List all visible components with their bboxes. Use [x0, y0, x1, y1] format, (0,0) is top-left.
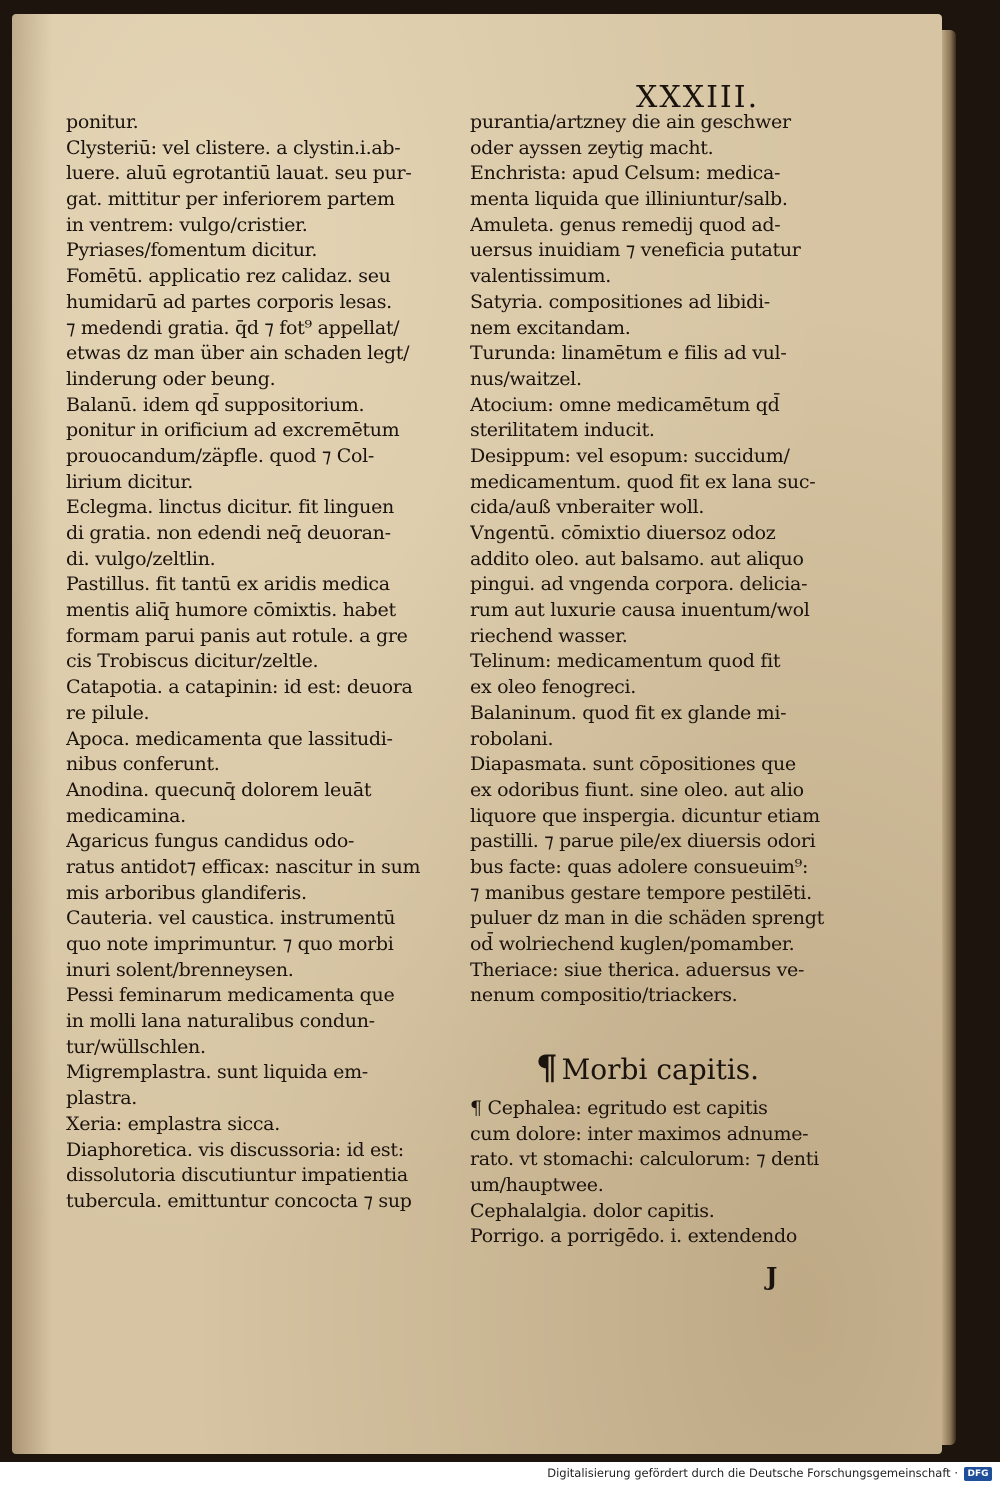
- text-line: nus/waitzel.: [470, 367, 582, 390]
- text-line: menta liquida que illiniuntur/salb.: [470, 188, 788, 211]
- section-heading: [536, 1048, 856, 1088]
- text-line: gat. mittitur per inferiorem partem: [66, 188, 395, 211]
- text-line: Balanū. idem qd̄ suppositorium.: [66, 393, 365, 416]
- text-line: Porrigo. a porrigēdo. i. extendendo: [470, 1225, 797, 1248]
- text-line: purantia/artzney die ain geschwer: [470, 111, 791, 133]
- text-line: nem excitandam.: [470, 316, 631, 339]
- text-line: Diaphoretica. vis discussoria: id est:: [66, 1138, 404, 1161]
- footer-credit: Digitalisierung gefördert durch die Deutsche Forschungsgemeinschaft ·: [547, 1466, 958, 1480]
- text-line: ⁊ manibus gestare tempore pestilēti.: [470, 881, 812, 904]
- text-line: mentis aliq̄ humore cōmixtis. habet: [66, 599, 396, 622]
- page-edge: [942, 30, 956, 1445]
- left-column: [66, 110, 462, 1215]
- text-line: ex odoribus fiunt. sine oleo. aut alio: [470, 778, 804, 801]
- text-line: pingui. ad vngenda corpora. delicia-: [470, 573, 808, 596]
- text-line: cum dolore: inter maximos adnume-: [470, 1122, 809, 1145]
- text-line: Migremplastra. sunt liquida em-: [66, 1061, 368, 1084]
- text-line: ponitur.: [66, 111, 139, 133]
- text-line: Clysteriū: vel clistere. a clystin.i.ab-: [66, 136, 401, 159]
- text-line: in molli lana naturalibus condun-: [66, 1010, 375, 1033]
- text-line: liquore que inspergia. dicuntur etiam: [470, 804, 820, 827]
- text-line: riechend wasser.: [470, 624, 628, 647]
- right-column: [470, 110, 860, 1009]
- text-line: um/hauptwee.: [470, 1174, 604, 1197]
- dfg-logo[interactable]: DFG: [964, 1467, 992, 1481]
- text-line: re pilule.: [66, 701, 150, 724]
- text-line: Theriace: siue therica. aduersus ve-: [470, 958, 805, 981]
- text-line: Pastillus. fit tantū ex aridis medica: [66, 573, 390, 596]
- text-line: dissolutoria discutiuntur impatientia: [66, 1164, 408, 1187]
- text-line: Amuleta. genus remedij quod ad-: [470, 213, 781, 236]
- text-line: in ventrem: vulgo/cristier.: [66, 213, 308, 236]
- text-line: Anodina. quecunq̄ dolorem leuāt: [66, 778, 372, 801]
- text-line: Xeria: emplastra sicca.: [66, 1112, 280, 1135]
- text-line: mis arboribus glandiferis.: [66, 881, 307, 904]
- text-line: medicamentum. quod fit ex lana suc-: [470, 470, 816, 493]
- text-line: Pyriases/fomentum dicitur.: [66, 239, 318, 262]
- text-line: linderung oder beung.: [66, 367, 276, 390]
- text-line: di gratia. non edendi neq̄ deuoran-: [66, 522, 391, 544]
- signature-mark: J: [766, 1262, 778, 1291]
- text-line: sterilitatem inducit.: [470, 419, 655, 442]
- text-line: lirium dicitur.: [66, 470, 193, 493]
- text-line: ratus antidot⁊ efficax: nascitur in sum: [66, 855, 421, 878]
- text-line: cis Trobiscus dicitur/zeltle.: [66, 650, 319, 673]
- text-line: Enchrista: apud Celsum: medica-: [470, 162, 781, 185]
- text-line: Eclegma. linctus dicitur. fit linguen: [66, 496, 394, 519]
- text-line: robolani.: [470, 727, 554, 750]
- text-line: Satyria. compositiones ad libidi-: [470, 290, 770, 313]
- text-line: Cephalalgia. dolor capitis.: [470, 1199, 715, 1222]
- text-line: Atocium: omne medicamētum qd̄: [470, 393, 780, 416]
- text-line: formam parui panis aut rotule. a gre: [66, 624, 408, 647]
- text-line: ¶ Cephalea: egritudo est capitis: [470, 1097, 768, 1119]
- text-line: Telinum: medicamentum quod fit: [470, 650, 781, 673]
- text-line: tur/wüllschlen.: [66, 1035, 206, 1058]
- text-line: Cauteria. vel caustica. instrumentū: [66, 907, 396, 930]
- text-line: inuri solent/brenneysen.: [66, 958, 294, 981]
- text-line: humidarū ad partes corporis lesas.: [66, 290, 392, 313]
- text-line: Turunda: linamētum e filis ad vul-: [470, 342, 787, 365]
- text-line: pastilli. ⁊ parue pile/ex diuersis odori: [470, 830, 816, 853]
- footer-bar: [0, 1462, 1000, 1487]
- text-line: plastra.: [66, 1087, 138, 1110]
- text-line: ex oleo fenogreci.: [470, 676, 637, 699]
- text-line: Vngentū. cōmixtio diuersoz odoz: [470, 522, 776, 544]
- text-line: Apoca. medicamenta que lassitudi-: [66, 727, 393, 750]
- text-line: ⁊ medendi gratia. q̄d ⁊ fot⁹ appellat/: [66, 316, 400, 339]
- text-line: Balaninum. quod fit ex glande mi-: [470, 701, 787, 724]
- text-line: Fomētū. applicatio rez calidaz. seu: [66, 265, 391, 288]
- text-line: medicamina.: [66, 804, 186, 827]
- text-line: Agaricus fungus candidus odo-: [66, 830, 355, 853]
- text-line: nibus conferunt.: [66, 753, 220, 776]
- text-line: addito oleo. aut balsamo. aut aliquo: [470, 547, 804, 570]
- text-line: di. vulgo/zeltlin.: [66, 547, 216, 570]
- text-line: rato. vt stomachi: calculorum: ⁊ denti: [470, 1148, 819, 1171]
- text-line: uersus inuidiam ⁊ veneficia putatur: [470, 239, 801, 262]
- text-line: tubercula. emittuntur concocta ⁊ sup: [66, 1189, 412, 1212]
- section-title: Morbi capitis.: [561, 1053, 760, 1086]
- text-line: prouocandum/zäpfle. quod ⁊ Col-: [66, 444, 375, 467]
- pilcrow-icon: ¶: [536, 1048, 558, 1088]
- text-line: nenum compositio/triackers.: [470, 984, 738, 1007]
- folio-number: XXXIII.: [636, 80, 760, 115]
- text-line: Diapasmata. sunt cōpositiones que: [470, 753, 796, 776]
- text-line: luere. aluū egrotantiū lauat. seu pur-: [66, 162, 412, 185]
- text-line: Pessi feminarum medicamenta que: [66, 984, 395, 1007]
- text-line: Catapotia. a catapinin: id est: deuora: [66, 676, 413, 699]
- text-line: puluer dz man in die schäden sprengt: [470, 907, 824, 930]
- text-line: rum aut luxurie causa inuentum/wol: [470, 599, 810, 622]
- text-line: quo note imprimuntur. ⁊ quo morbi: [66, 933, 394, 955]
- text-line: bus facte: quas adolere consueuim⁹:: [470, 855, 809, 878]
- text-line: Desippum: vel esopum: succidum/: [470, 444, 790, 467]
- text-line: ponitur in orificium ad excremētum: [66, 419, 400, 442]
- text-line: cida/auß vnberaiter woll.: [470, 496, 705, 519]
- text-line: od̄ wolriechend kuglen/pomamber.: [470, 933, 795, 955]
- right-column-lower: [470, 1096, 860, 1250]
- text-line: oder ayssen zeytig macht.: [470, 136, 714, 159]
- text-line: etwas dz man über ain schaden legt/: [66, 342, 410, 365]
- text-line: valentissimum.: [470, 265, 612, 288]
